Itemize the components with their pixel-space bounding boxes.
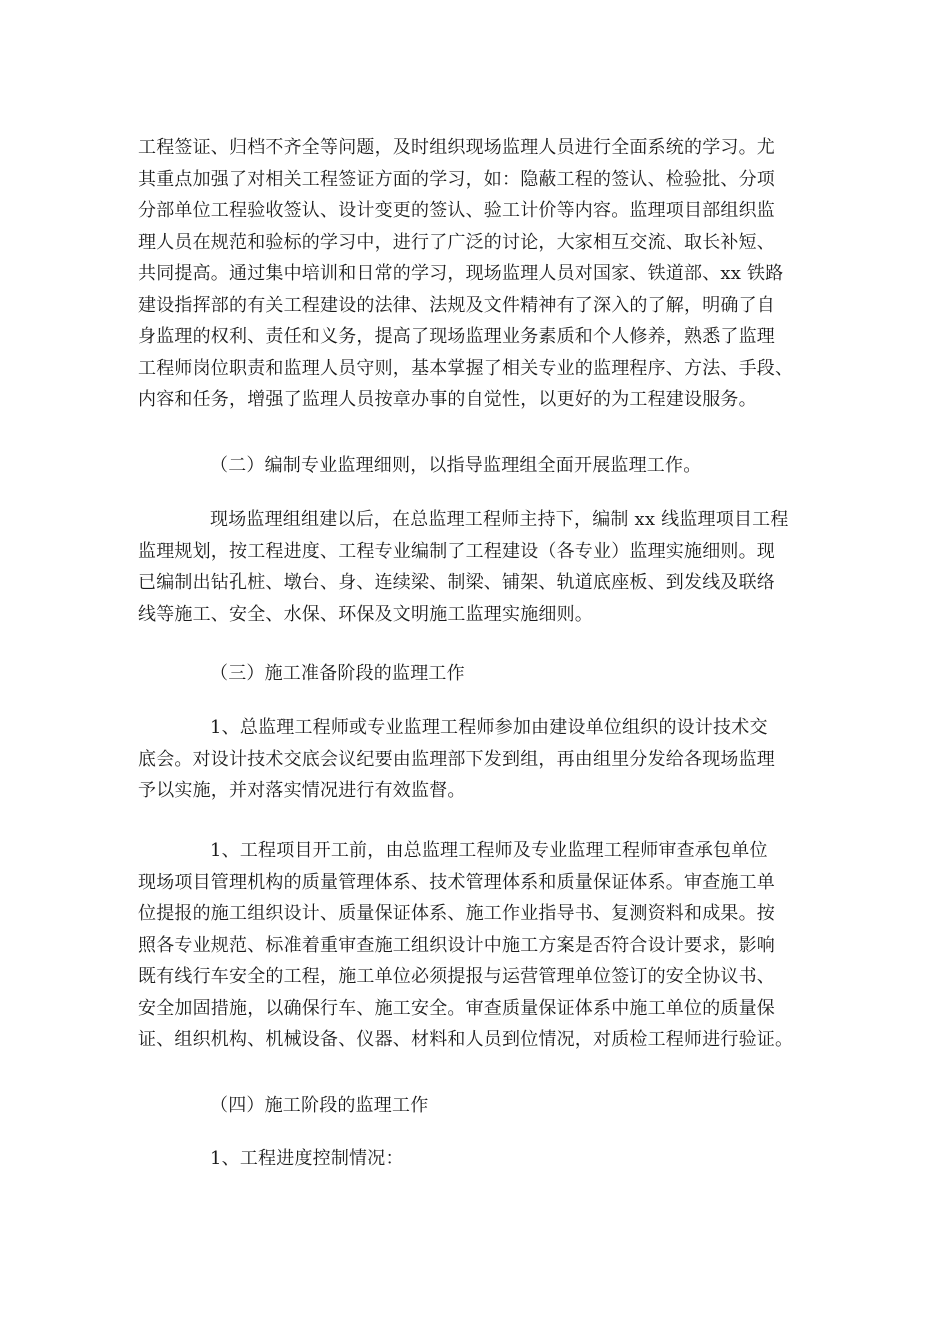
text-line: 已编制出钻孔桩、墩台、身、连续梁、制梁、铺架、轨道底座板、到发线及联络 bbox=[138, 572, 775, 593]
section-heading-4 bbox=[138, 1090, 818, 1122]
text-line: 监理规划，按工程进度、工程专业编制了工程建设（各专业）监理实施细则。现 bbox=[138, 540, 775, 562]
text-line: 底会。对设计技术交底会议纪要由监理部下发到组，再由组里分发给各现场监理 bbox=[138, 748, 775, 770]
text-line: 证、组织机构、机械设备、仪器、材料和人员到位情况，对质检工程师进行验证。 bbox=[138, 1029, 794, 1050]
text-line: 1、总监理工程师或专业监理工程师参加由建设单位组织的设计技术交 bbox=[210, 717, 768, 738]
text-line: 既有线行车安全的工程，施工单位必须提报与运营管理单位签订的安全协议书、 bbox=[138, 966, 775, 987]
text-line: 共同提高。通过集中培训和日常的学习，现场监理人员对国家、铁道部、xx 铁路 bbox=[138, 263, 784, 284]
heading-text: （四）施工阶段的监理工作 bbox=[210, 1095, 429, 1116]
text-line: 照各专业规范、标准着重审查施工组织设计中施工方案是否符合设计要求，影响 bbox=[138, 934, 775, 956]
text-line: 现场项目管理机构的质量管理体系、技术管理体系和质量保证体系。审查施工单 bbox=[138, 871, 775, 893]
heading-text: 1、工程进度控制情况： bbox=[210, 1148, 404, 1169]
paragraph-pre-construction-review bbox=[138, 835, 818, 1056]
paragraph-study bbox=[138, 132, 818, 416]
paragraph-design-briefing bbox=[138, 712, 818, 807]
text-line: 现场监理组组建以后，在总监理工程师主持下，编制 xx 线监理项目工程 bbox=[210, 509, 789, 530]
text-line: 分部单位工程验收签认、设计变更的签认、验工计价等内容。监理项目部组织监 bbox=[138, 200, 775, 221]
text-line: 位提报的施工组织设计、质量保证体系、施工作业指导书、复测资料和成果。按 bbox=[138, 903, 775, 924]
text-line: 理人员在规范和验标的学习中，进行了广泛的讨论，大家相互交流、取长补短、 bbox=[138, 231, 775, 253]
text-line: 予以实施，并对落实情况进行有效监督。 bbox=[138, 780, 466, 801]
section-heading-3 bbox=[138, 658, 818, 690]
text-line: 内容和任务，增强了监理人员按章办事的自觉性，以更好的为工程建设服务。 bbox=[138, 389, 757, 410]
paragraph-rules bbox=[138, 504, 818, 630]
heading-text: （二）编制专业监理细则，以指导监理组全面开展监理工作。 bbox=[210, 455, 702, 476]
subsection-heading-progress bbox=[138, 1143, 818, 1175]
text-line: 其重点加强了对相关工程签证方面的学习，如：隐蔽工程的签认、检验批、分项 bbox=[138, 168, 775, 190]
text-line: 线等施工、安全、水保、环保及文明施工监理实施细则。 bbox=[138, 603, 593, 625]
text-line: 建设指挥部的有关工程建设的法律、法规及文件精神有了深入的了解，明确了自 bbox=[138, 294, 775, 316]
text-line: 1、工程项目开工前，由总监理工程师及专业监理工程师审查承包单位 bbox=[210, 840, 768, 861]
heading-text: （三）施工准备阶段的监理工作 bbox=[210, 663, 465, 684]
text-line: 工程师岗位职责和监理人员守则，基本掌握了相关专业的监理程序、方法、手段、 bbox=[138, 357, 794, 379]
text-line: 工程签证、归档不齐全等问题，及时组织现场监理人员进行全面系统的学习。尤 bbox=[138, 137, 775, 158]
text-line: 身监理的权利、责任和义务，提高了现场监理业务素质和个人修养，熟悉了监理 bbox=[138, 326, 775, 347]
text-line: 安全加固措施，以确保行车、施工安全。审查质量保证体系中施工单位的质量保 bbox=[138, 997, 775, 1019]
section-heading-2 bbox=[138, 450, 818, 482]
